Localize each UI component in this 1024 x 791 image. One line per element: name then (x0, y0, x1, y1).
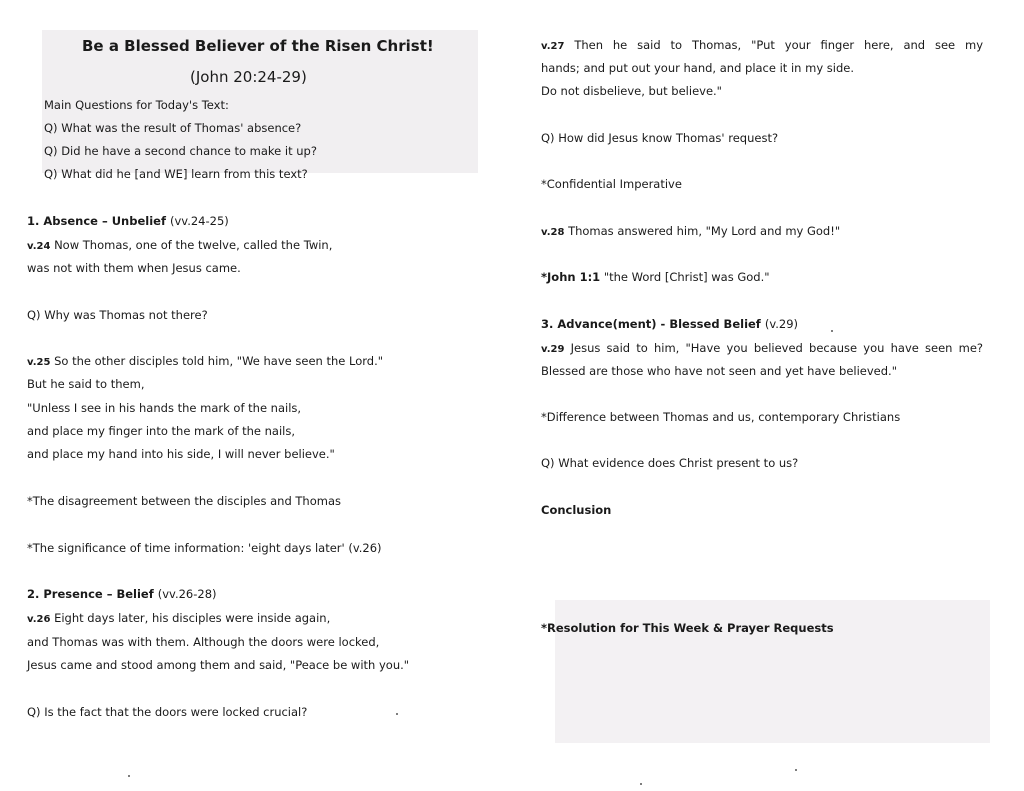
scan-speck (396, 713, 398, 715)
section-1-title: 1. Absence – Unbelief (27, 214, 166, 228)
verse-27-line-2: hands; and put out your hand, and place it in my side. (541, 61, 854, 75)
scripture-reference: (John 20:24-29) (190, 68, 307, 86)
john-reference-note (541, 270, 770, 284)
main-question-2: Q) Did he have a second chance to make it up? (44, 144, 317, 158)
verse-25-line-4: and place my finger into the mark of the nails, (27, 424, 295, 438)
verse-24-line-2: was not with them when Jesus came. (27, 261, 241, 275)
verse-29-ref: v.29 (541, 344, 565, 355)
verse-25-text-1: So the other disciples told him, "We have seen the Lord." (54, 354, 384, 368)
verse-24-text-1: Now Thomas, one of the twelve, called the Twin, (54, 238, 333, 252)
verse-25-line-1 (27, 354, 383, 370)
verse-25-line-3: "Unless I see in his hands the mark of the nails, (27, 401, 302, 415)
verse-24-ref: v.24 (27, 241, 51, 252)
section-2-title: 2. Presence – Belief (27, 587, 154, 601)
main-question-3: Q) What did he [and WE] learn from this text? (44, 167, 308, 181)
right-question-1: Q) How did Jesus know Thomas' request? (541, 131, 779, 145)
section-1-heading (27, 214, 229, 228)
section-2-heading (27, 587, 217, 601)
verse-28 (541, 224, 840, 240)
verse-27-text-1: Then he said to Thomas, "Put your finger here, and see my (574, 38, 984, 52)
verse-26-text-1: Eight days later, his disciples were inside again, (54, 611, 331, 625)
verse-27-line-3: Do not disbelieve, but believe." (541, 84, 722, 98)
note-time-information: *The significance of time information: 'eight days later' (v.26) (27, 541, 382, 555)
scan-speck (795, 769, 797, 771)
main-question-1: Q) What was the result of Thomas' absence? (44, 121, 302, 135)
note-confidential-imperative: *Confidential Imperative (541, 177, 682, 191)
section-2-range: (vv.26-28) (157, 587, 217, 601)
john-text: "the Word [Christ] was God." (603, 270, 770, 284)
sermon-title: Be a Blessed Believer of the Risen Christ! (82, 37, 434, 55)
section-2-question: Q) Is the fact that the doors were locked crucial? (27, 705, 308, 719)
verse-29-text-1: Jesus said to him, "Have you believed because you have seen me? (570, 341, 983, 355)
resolution-heading: *Resolution for This Week & Prayer Requests (541, 621, 834, 635)
verse-26-line-1 (27, 611, 330, 627)
section-3-heading (541, 317, 798, 331)
verse-25-line-2: But he said to them, (27, 377, 145, 391)
scan-speck (831, 330, 833, 332)
questions-intro: Main Questions for Today's Text: (44, 98, 229, 112)
verse-25-ref: v.25 (27, 357, 51, 368)
verse-26-line-3: Jesus came and stood among them and said, "Peace be with you." (27, 658, 410, 672)
verse-27-line-1 (541, 38, 983, 54)
verse-29-line-1 (541, 341, 983, 357)
verse-24-line-1 (27, 238, 332, 254)
verse-27-ref: v.27 (541, 41, 565, 52)
note-difference: *Difference between Thomas and us, contemporary Christians (541, 410, 901, 424)
verse-29-line-2: Blessed are those who have not seen and yet have believed." (541, 364, 897, 378)
section-3-range: (v.29) (764, 317, 799, 331)
right-question-2: Q) What evidence does Christ present to us? (541, 456, 799, 470)
section-1-question: Q) Why was Thomas not there? (27, 308, 208, 322)
verse-28-ref: v.28 (541, 227, 565, 238)
conclusion-heading: Conclusion (541, 503, 612, 517)
verse-28-text: Thomas answered him, "My Lord and my God!" (568, 224, 841, 238)
section-3-title: 3. Advance(ment) - Blessed Belief (541, 317, 761, 331)
scan-speck (128, 775, 130, 777)
verse-26-line-2: and Thomas was with them. Although the doors were locked, (27, 635, 380, 649)
note-disagreement: *The disagreement between the disciples and Thomas (27, 494, 341, 508)
verse-26-ref: v.26 (27, 614, 51, 625)
verse-25-line-5: and place my hand into his side, I will never believe." (27, 447, 335, 461)
scan-speck (640, 783, 642, 785)
john-ref: *John 1:1 (541, 270, 601, 284)
section-1-range: (vv.24-25) (169, 214, 229, 228)
